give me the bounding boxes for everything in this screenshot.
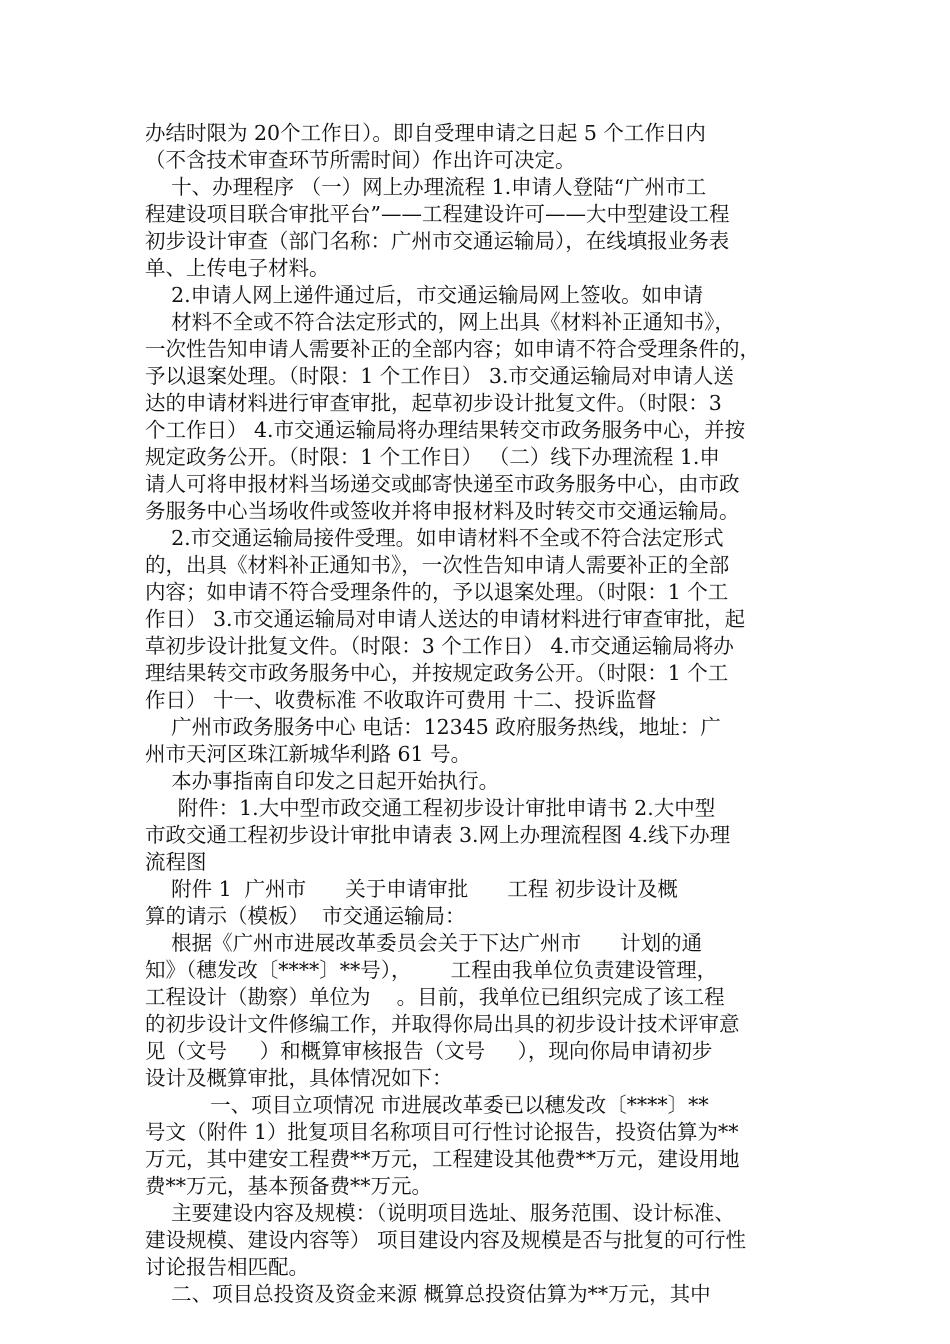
text-line: 初步设计审查（部门名称：广州市交通运输局），在线填报业务表 [145, 229, 730, 253]
text-line: 予以退案处理。（时限：1 个工作日） 3.市交通运输局对申请人送 [145, 364, 734, 388]
text-line: 附件 1 广州市 关于申请审批 工程 初步设计及概 [145, 877, 678, 901]
text-line: 市政交通工程初步设计审批申请表 3.网上办理流程图 4.线下办理 [145, 823, 731, 847]
text-line: 十、办理程序 （一）网上办理流程 1.申请人登陆“广州市工 [145, 175, 707, 199]
text-line: 一次性告知申请人需要补正的全部内容；如申请不符合受理条件的， [145, 337, 760, 361]
text-line: 二、项目总投资及资金来源 概算总投资估算为**万元，其中 [145, 1282, 711, 1306]
text-line: 办结时限为 20个工作日）。即自受理申请之日起 5 个工作日内 [145, 121, 706, 145]
text-line: 算的请示（模板） 市交通运输局： [145, 904, 466, 928]
text-line: 附件：1.大中型市政交通工程初步设计审批申请书 2.大中型 [145, 796, 716, 820]
text-line: 本办事指南自印发之日起开始执行。 [145, 769, 500, 793]
text-line: 流程图 [145, 850, 207, 874]
text-line: 见（文号 ）和概算审核报告（文号 ），现向你局申请初步 [145, 1039, 713, 1063]
text-line: 建设规模、建设内容等） 项目建设内容及规模是否与批复的可行性 [145, 1228, 747, 1252]
text-line: 程建设项目联合审批平台”——工程建设许可——大中型建设工程 [145, 202, 730, 226]
text-line: 广州市政务服务中心 电话：12345 政府服务热线，地址：广 [145, 715, 721, 739]
document-page [145, 120, 810, 1308]
text-line: 内容；如申请不符合受理条件的，予以退案处理。（时限：1 个工 [145, 580, 729, 604]
text-line: 的初步设计文件修编工作，并取得你局出具的初步设计技术评审意 [145, 1012, 740, 1036]
text-line: 作日） 十一、收费标准 不收取许可费用 十二、投诉监督 [145, 688, 657, 712]
text-line: 万元，其中建安工程费**万元，工程建设其他费**万元，建设用地 [145, 1147, 740, 1171]
text-line: 主要建设内容及规模：（说明项目选址、服务范围、设计标准、 [145, 1201, 735, 1225]
text-line: 州市天河区珠江新城华利路 61 号。 [145, 742, 472, 766]
text-line: 的，出具《材料补正通知书》，一次性告知申请人需要补正的全部 [145, 553, 730, 577]
text-line: 请人可将申报材料当场递交或邮寄快递至市政务服务中心，由市政 [145, 472, 740, 496]
text-line: 知》（穗发改〔****〕**号）， 工程由我单位负责建设管理， [145, 958, 718, 982]
text-line: 讨论报告相匹配。 [145, 1255, 309, 1279]
text-line: 根据《广州市进展改革委员会关于下达广州市 计划的通 [145, 931, 703, 955]
text-line: 务服务中心当场收件或签收并将申报材料及时转交市交通运输局。 [145, 499, 740, 523]
text-line: 作日） 3.市交通运输局对申请人送达的申请材料进行审查审批，起 [145, 607, 746, 631]
text-line: 费**万元，基本预备费**万元。 [145, 1174, 432, 1198]
text-line: 一、项目立项情况 市进展改革委已以穗发改〔****〕** [145, 1093, 709, 1117]
text-line: 理结果转交市政务服务中心，并按规定政务公开。（时限：1 个工 [145, 661, 729, 685]
text-line: （不含技术审查环节所需时间）作出许可决定。 [145, 148, 576, 172]
text-line: 达的申请材料进行审查审批，起草初步设计批复文件。（时限：3 [145, 391, 722, 415]
text-line: 单、上传电子材料。 [145, 256, 330, 280]
text-line: 个工作日） 4.市交通运输局将办理结果转交市政务服务中心，并按 [145, 418, 746, 442]
text-line: 工程设计（勘察）单位为 。目前，我单位已组织完成了该工程 [145, 985, 725, 1009]
text-line: 规定政务公开。（时限：1 个工作日） （二）线下办理流程 1.申 [145, 445, 720, 469]
text-line: 设计及概算审批，具体情况如下： [145, 1066, 453, 1090]
text-line: 2.申请人网上递件通过后，市交通运输局网上签收。如申请 [145, 283, 704, 307]
text-line: 2.市交通运输局接件受理。如申请材料不全或不符合法定形式 [145, 526, 724, 550]
text-line: 号文（附件 1）批复项目名称项目可行性讨论报告，投资估算为** [145, 1120, 739, 1144]
text-line: 草初步设计批复文件。（时限：3 个工作日） 4.市交通运输局将办 [145, 634, 734, 658]
text-line: 材料不全或不符合法定形式的，网上出具《材料补正通知书》， [145, 310, 735, 334]
